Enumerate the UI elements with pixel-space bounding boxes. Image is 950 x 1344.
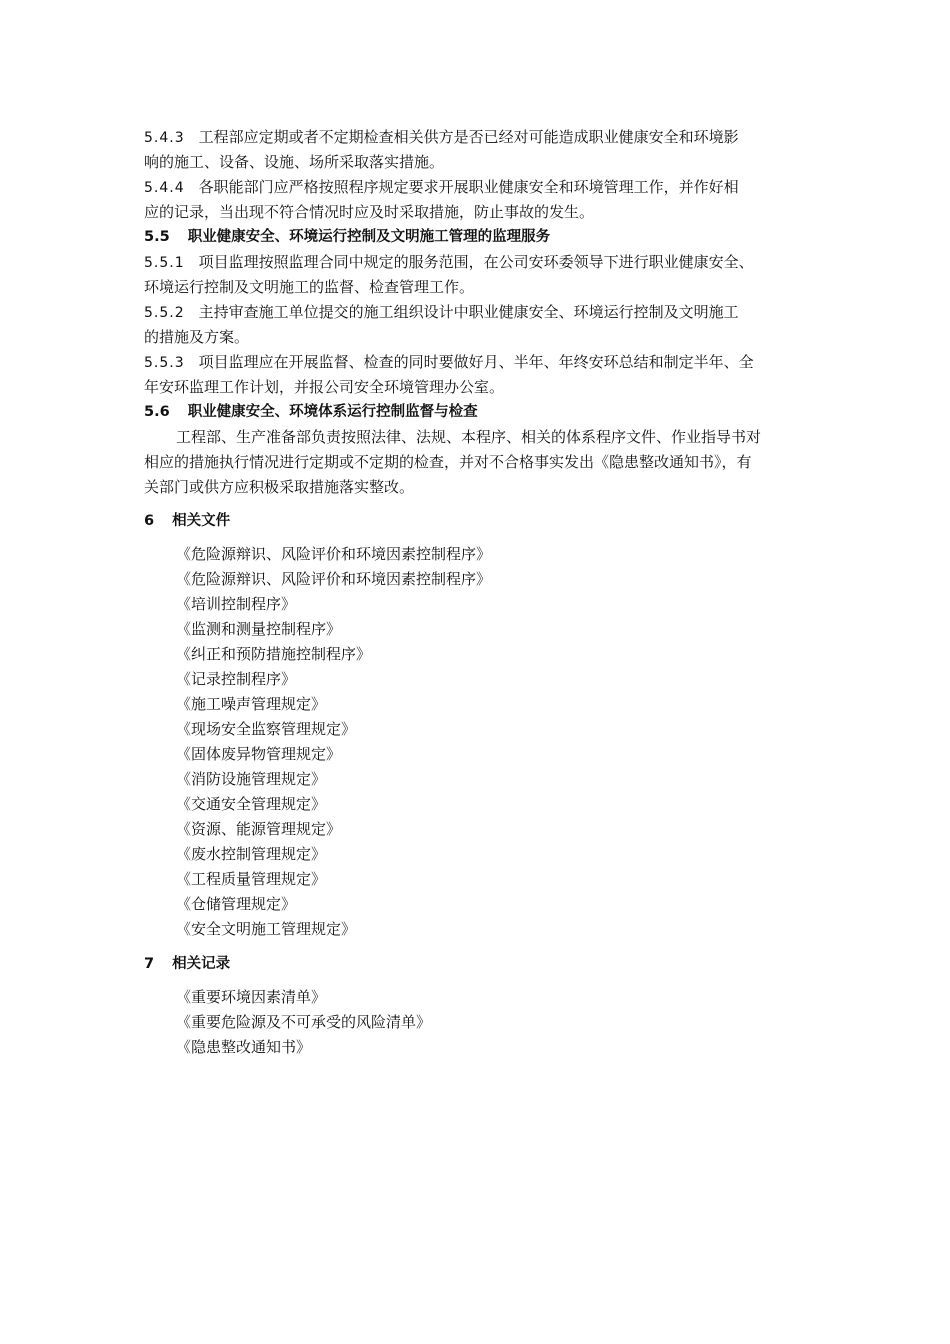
list-item: 《安全文明施工管理规定》 — [176, 920, 357, 938]
list-item: 《现场安全监察管理规定》 — [176, 720, 357, 738]
paragraph-5-6-line-3: 关部门或供方应积极采取措施落实整改。 — [144, 478, 415, 496]
paragraph-5-5-1-line-1 — [144, 252, 754, 273]
clause-number: 5.5.3 — [144, 355, 185, 371]
clause-number: 5.4.3 — [144, 130, 185, 146]
paragraph-5-6-line-2: 相应的措施执行情况进行定期或不定期的检查，并对不合格事实发出《隐患整改通知书》，有 — [144, 453, 752, 471]
heading-title: 职业健康安全、环境运行控制及文明施工管理的监理服务 — [187, 229, 551, 245]
paragraph-5-5-3-line-1 — [144, 352, 754, 373]
list-item: 《固体废异物管理规定》 — [176, 745, 342, 763]
list-item: 《工程质量管理规定》 — [176, 870, 327, 888]
list-item: 《消防设施管理规定》 — [176, 770, 327, 788]
clause-text: 项目监理应在开展监督、检查的同时要做好月、半年、年终安环总结和制定半年、全 — [198, 353, 754, 371]
clause-text: 主持审查施工单位提交的施工组织设计中职业健康安全、环境运行控制及文明施工 — [198, 303, 739, 321]
paragraph-5-5-3-line-2: 年安环监理工作计划，并报公司安全环境管理办公室。 — [144, 378, 505, 396]
clause-text: 工程部应定期或者不定期检查相关供方是否已经对可能造成职业健康安全和环境影 — [198, 128, 739, 146]
heading-number: 5.6 — [144, 404, 170, 420]
heading-title: 相关记录 — [172, 956, 231, 972]
paragraph-5-4-3-line-2: 响的施工、设备、设施、场所采取落实措施。 — [144, 153, 445, 171]
clause-number: 5.5.1 — [144, 255, 185, 271]
clause-number: 5.5.2 — [144, 305, 185, 321]
paragraph-5-4-4-line-2: 应的记录，当出现不符合情况时应及时采取措施，防止事故的发生。 — [144, 203, 595, 221]
list-item: 《记录控制程序》 — [176, 670, 297, 688]
heading-number: 7 — [144, 956, 155, 972]
clause-number: 5.4.4 — [144, 180, 185, 196]
heading-title: 职业健康安全、环境体系运行控制监督与检查 — [187, 404, 478, 420]
heading-5-6 — [144, 402, 478, 422]
list-item: 《纠正和预防措施控制程序》 — [176, 645, 372, 663]
heading-title: 相关文件 — [172, 513, 231, 529]
list-item: 《培训控制程序》 — [176, 595, 297, 613]
paragraph-5-6-line-1: 工程部、生产准备部负责按照法律、法规、本程序、相关的体系程序文件、作业指导书对 — [176, 428, 762, 446]
clause-text: 各职能部门应严格按照程序规定要求开展职业健康安全和环境管理工作，并作好相 — [198, 178, 739, 196]
paragraph-5-5-2-line-1 — [144, 302, 739, 323]
list-item: 《重要危险源及不可承受的风险清单》 — [176, 1013, 432, 1031]
list-item: 《仓储管理规定》 — [176, 895, 297, 913]
clause-text: 项目监理按照监理合同中规定的服务范围，在公司安环委领导下进行职业健康安全、 — [198, 253, 754, 271]
paragraph-5-4-3-line-1 — [144, 127, 739, 148]
heading-section-6 — [144, 511, 230, 531]
paragraph-5-5-2-line-2: 的措施及方案。 — [144, 328, 250, 346]
list-item: 《隐患整改通知书》 — [176, 1038, 312, 1056]
paragraph-5-5-1-line-2: 环境运行控制及文明施工的监督、检查管理工作。 — [144, 278, 475, 296]
list-item: 《危险源辩识、风险评价和环境因素控制程序》 — [176, 545, 492, 563]
list-item: 《废水控制管理规定》 — [176, 845, 327, 863]
heading-section-7 — [144, 954, 230, 974]
heading-number: 6 — [144, 513, 155, 529]
list-item: 《监测和测量控制程序》 — [176, 620, 342, 638]
list-item: 《资源、能源管理规定》 — [176, 820, 342, 838]
list-item: 《危险源辩识、风险评价和环境因素控制程序》 — [176, 570, 492, 588]
paragraph-5-4-4-line-1 — [144, 177, 739, 198]
list-item: 《交通安全管理规定》 — [176, 795, 327, 813]
heading-5-5 — [144, 227, 550, 247]
list-item: 《施工噪声管理规定》 — [176, 695, 327, 713]
list-item: 《重要环境因素清单》 — [176, 988, 327, 1006]
heading-number: 5.5 — [144, 229, 170, 245]
